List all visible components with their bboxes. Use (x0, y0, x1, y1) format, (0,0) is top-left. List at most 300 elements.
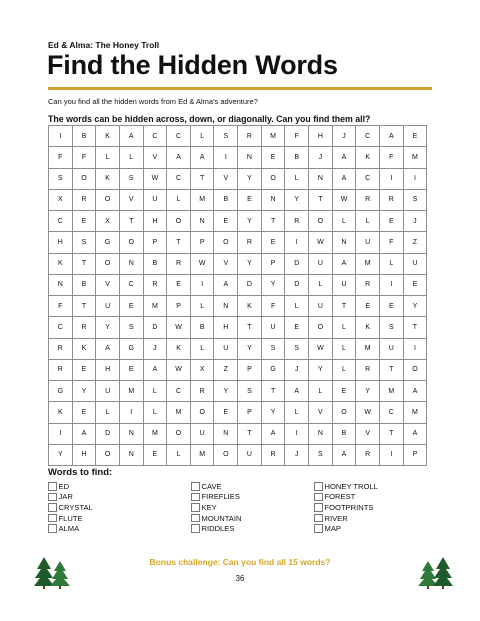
grid-cell[interactable]: L (285, 168, 309, 189)
grid-cell[interactable]: T (261, 381, 285, 402)
grid-cell[interactable]: O (119, 232, 143, 253)
checkbox-icon[interactable] (191, 503, 200, 512)
grid-cell[interactable]: S (214, 126, 238, 147)
grid-cell[interactable]: Y (96, 317, 120, 338)
grid-cell[interactable]: I (285, 423, 309, 444)
grid-cell[interactable]: A (214, 274, 238, 295)
grid-cell[interactable]: Y (261, 274, 285, 295)
grid-cell[interactable]: H (72, 444, 96, 465)
word-item[interactable] (314, 481, 378, 492)
grid-cell[interactable]: B (332, 423, 356, 444)
grid-cell[interactable]: O (214, 444, 238, 465)
grid-cell[interactable]: M (167, 402, 191, 423)
grid-cell[interactable]: N (261, 189, 285, 210)
grid-cell[interactable]: I (190, 274, 214, 295)
grid-cell[interactable]: T (403, 317, 427, 338)
grid-cell[interactable]: X (49, 189, 73, 210)
grid-cell[interactable]: T (379, 423, 403, 444)
grid-cell[interactable]: W (309, 232, 333, 253)
grid-cell[interactable]: R (285, 211, 309, 232)
grid-cell[interactable]: U (309, 253, 333, 274)
grid-cell[interactable]: W (332, 189, 356, 210)
grid-cell[interactable]: M (190, 189, 214, 210)
grid-cell[interactable]: H (309, 126, 333, 147)
grid-cell[interactable]: V (143, 147, 167, 168)
grid-cell[interactable]: P (238, 359, 262, 380)
grid-cell[interactable]: P (143, 232, 167, 253)
grid-cell[interactable]: U (379, 338, 403, 359)
grid-cell[interactable]: O (309, 211, 333, 232)
grid-cell[interactable]: T (190, 168, 214, 189)
grid-cell[interactable]: L (119, 147, 143, 168)
grid-cell[interactable]: F (49, 296, 73, 317)
grid-cell[interactable]: U (214, 338, 238, 359)
grid-cell[interactable]: R (238, 126, 262, 147)
grid-cell[interactable]: V (96, 274, 120, 295)
checkbox-icon[interactable] (48, 493, 57, 502)
grid-cell[interactable]: N (332, 232, 356, 253)
grid-cell[interactable]: O (167, 423, 191, 444)
grid-cell[interactable]: S (72, 232, 96, 253)
word-item[interactable] (314, 492, 378, 503)
grid-cell[interactable]: F (379, 232, 403, 253)
grid-cell[interactable]: L (190, 296, 214, 317)
grid-cell[interactable]: J (143, 338, 167, 359)
grid-cell[interactable]: E (167, 274, 191, 295)
grid-cell[interactable]: T (238, 317, 262, 338)
word-item[interactable] (191, 513, 241, 524)
grid-cell[interactable]: C (49, 317, 73, 338)
grid-cell[interactable]: U (261, 317, 285, 338)
word-item[interactable] (191, 492, 241, 503)
grid-cell[interactable]: O (96, 189, 120, 210)
grid-cell[interactable]: T (238, 423, 262, 444)
grid-cell[interactable]: X (190, 359, 214, 380)
grid-cell[interactable]: O (167, 211, 191, 232)
grid-cell[interactable]: E (332, 381, 356, 402)
grid-cell[interactable]: I (379, 274, 403, 295)
grid-cell[interactable]: C (167, 126, 191, 147)
grid-cell[interactable]: M (356, 338, 380, 359)
grid-cell[interactable]: A (285, 381, 309, 402)
grid-cell[interactable]: Y (238, 253, 262, 274)
grid-cell[interactable]: E (261, 232, 285, 253)
grid-cell[interactable]: L (332, 317, 356, 338)
grid-cell[interactable]: M (119, 381, 143, 402)
grid-cell[interactable]: W (143, 168, 167, 189)
grid-cell[interactable]: U (143, 189, 167, 210)
grid-cell[interactable]: W (309, 338, 333, 359)
grid-cell[interactable]: P (403, 444, 427, 465)
word-item[interactable] (314, 513, 378, 524)
grid-cell[interactable]: C (119, 274, 143, 295)
grid-cell[interactable]: N (49, 274, 73, 295)
grid-cell[interactable]: P (261, 253, 285, 274)
grid-cell[interactable]: O (332, 402, 356, 423)
grid-cell[interactable]: U (403, 253, 427, 274)
grid-cell[interactable]: N (119, 444, 143, 465)
grid-cell[interactable]: N (238, 147, 262, 168)
grid-cell[interactable]: B (72, 126, 96, 147)
grid-cell[interactable]: A (261, 423, 285, 444)
grid-cell[interactable]: R (356, 444, 380, 465)
word-item[interactable] (48, 523, 93, 534)
grid-cell[interactable]: E (403, 126, 427, 147)
grid-cell[interactable]: H (49, 232, 73, 253)
grid-cell[interactable]: M (403, 147, 427, 168)
grid-cell[interactable]: M (403, 402, 427, 423)
grid-cell[interactable]: E (238, 189, 262, 210)
grid-cell[interactable]: J (332, 126, 356, 147)
grid-cell[interactable]: H (143, 211, 167, 232)
grid-cell[interactable]: E (72, 402, 96, 423)
grid-cell[interactable]: A (167, 147, 191, 168)
grid-cell[interactable]: C (356, 126, 380, 147)
checkbox-icon[interactable] (314, 482, 323, 491)
grid-cell[interactable]: R (49, 359, 73, 380)
grid-cell[interactable]: T (261, 211, 285, 232)
grid-cell[interactable]: I (49, 423, 73, 444)
grid-cell[interactable]: F (261, 296, 285, 317)
grid-cell[interactable]: J (403, 211, 427, 232)
grid-cell[interactable]: U (190, 423, 214, 444)
grid-cell[interactable]: E (72, 211, 96, 232)
grid-cell[interactable]: Y (238, 338, 262, 359)
grid-cell[interactable]: E (143, 444, 167, 465)
checkbox-icon[interactable] (314, 514, 323, 523)
word-search-grid[interactable] (48, 125, 427, 466)
grid-cell[interactable]: T (167, 232, 191, 253)
instructions-text: The words can be hidden across, down, or diagonally. Can you find them all? (48, 114, 371, 124)
word-list-column-2 (191, 481, 241, 534)
grid-cell[interactable]: C (143, 126, 167, 147)
grid-cell[interactable]: O (403, 359, 427, 380)
word-item[interactable] (191, 481, 241, 492)
grid-cell[interactable]: C (356, 168, 380, 189)
grid-cell[interactable]: X (96, 211, 120, 232)
grid-cell[interactable]: M (190, 444, 214, 465)
grid-cell[interactable]: Y (261, 402, 285, 423)
grid-cell[interactable]: R (261, 444, 285, 465)
grid-cell[interactable]: E (379, 211, 403, 232)
grid-cell[interactable]: C (167, 168, 191, 189)
word-label: HONEY TROLL (324, 481, 378, 491)
checkbox-icon[interactable] (314, 503, 323, 512)
grid-cell[interactable]: N (309, 168, 333, 189)
grid-cell[interactable]: Z (214, 359, 238, 380)
grid-cell[interactable]: U (356, 232, 380, 253)
grid-cell[interactable]: B (214, 189, 238, 210)
checkbox-icon[interactable] (314, 524, 323, 533)
grid-cell[interactable]: G (261, 359, 285, 380)
grid-cell[interactable]: T (72, 253, 96, 274)
word-item[interactable] (48, 481, 93, 492)
grid-cell[interactable]: U (332, 274, 356, 295)
bonus-challenge: Bonus challenge: Can you find all 15 words? (149, 557, 331, 567)
grid-cell[interactable]: E (214, 402, 238, 423)
grid-cell[interactable]: Y (238, 211, 262, 232)
grid-cell[interactable]: L (190, 126, 214, 147)
grid-cell[interactable]: D (96, 423, 120, 444)
grid-cell[interactable]: S (119, 317, 143, 338)
grid-cell[interactable]: I (379, 444, 403, 465)
grid-cell[interactable]: L (167, 444, 191, 465)
grid-cell[interactable]: V (214, 253, 238, 274)
grid-cell[interactable]: N (214, 296, 238, 317)
grid-cell[interactable]: S (119, 168, 143, 189)
grid-cell[interactable]: L (96, 402, 120, 423)
grid-cell[interactable]: D (285, 253, 309, 274)
grid-cell[interactable]: S (379, 317, 403, 338)
grid-cell[interactable]: K (238, 296, 262, 317)
grid-cell[interactable]: I (379, 168, 403, 189)
grid-cell[interactable]: R (143, 274, 167, 295)
grid-cell[interactable]: S (309, 444, 333, 465)
grid-cell[interactable]: L (379, 253, 403, 274)
grid-cell[interactable]: L (332, 338, 356, 359)
grid-cell[interactable]: E (285, 317, 309, 338)
grid-cell[interactable]: N (214, 423, 238, 444)
word-item[interactable] (191, 502, 241, 513)
grid-cell[interactable]: R (379, 189, 403, 210)
checkbox-icon[interactable] (48, 482, 57, 491)
grid-cell[interactable]: Y (403, 296, 427, 317)
grid-row (49, 253, 427, 274)
grid-cell[interactable]: C (379, 402, 403, 423)
grid-cell[interactable]: J (285, 444, 309, 465)
grid-cell[interactable]: O (96, 444, 120, 465)
grid-cell[interactable]: R (356, 359, 380, 380)
grid-cell[interactable]: M (379, 381, 403, 402)
grid-cell[interactable]: Y (49, 444, 73, 465)
grid-cell[interactable]: I (403, 168, 427, 189)
word-item[interactable] (191, 523, 241, 534)
grid-cell[interactable]: S (238, 381, 262, 402)
word-label: MOUNTAIN (201, 513, 242, 523)
grid-cell[interactable]: U (309, 296, 333, 317)
grid-cell[interactable]: E (379, 296, 403, 317)
grid-cell[interactable]: P (167, 296, 191, 317)
grid-cell[interactable]: P (238, 402, 262, 423)
grid-cell[interactable]: L (332, 359, 356, 380)
grid-row (49, 211, 427, 232)
grid-cell[interactable]: N (190, 211, 214, 232)
grid-cell[interactable]: I (49, 126, 73, 147)
grid-cell[interactable]: C (167, 381, 191, 402)
grid-cell[interactable]: B (285, 147, 309, 168)
grid-cell[interactable]: O (309, 317, 333, 338)
grid-cell[interactable]: G (49, 381, 73, 402)
grid-cell[interactable]: A (403, 423, 427, 444)
grid-cell[interactable]: V (214, 168, 238, 189)
grid-cell[interactable]: M (143, 296, 167, 317)
checkbox-icon[interactable] (191, 482, 200, 491)
grid-cell[interactable]: D (285, 274, 309, 295)
grid-cell[interactable]: A (190, 147, 214, 168)
grid-cell[interactable]: A (332, 168, 356, 189)
grid-cell[interactable]: I (403, 338, 427, 359)
grid-cell[interactable]: K (356, 147, 380, 168)
grid-cell[interactable]: O (261, 168, 285, 189)
grid-cell[interactable]: N (119, 423, 143, 444)
grid-cell[interactable]: L (309, 274, 333, 295)
grid-cell[interactable]: A (332, 253, 356, 274)
grid-cell[interactable]: U (238, 444, 262, 465)
grid-row (49, 359, 427, 380)
grid-cell[interactable]: K (96, 168, 120, 189)
grid-row (49, 147, 427, 168)
grid-cell[interactable]: A (143, 359, 167, 380)
grid-cell[interactable]: A (119, 126, 143, 147)
grid-cell[interactable]: W (167, 317, 191, 338)
grid-cell[interactable]: U (96, 296, 120, 317)
grid-cell[interactable]: S (261, 338, 285, 359)
grid-cell[interactable]: Y (214, 381, 238, 402)
checkbox-icon[interactable] (48, 503, 57, 512)
grid-cell[interactable]: O (96, 253, 120, 274)
grid-cell[interactable]: Y (309, 359, 333, 380)
grid-cell[interactable]: E (72, 359, 96, 380)
grid-cell[interactable]: L (167, 189, 191, 210)
word-item[interactable] (314, 502, 378, 513)
grid-cell[interactable]: M (261, 126, 285, 147)
grid-cell[interactable]: K (96, 126, 120, 147)
grid-cell[interactable]: Y (356, 381, 380, 402)
pine-trees-icon (34, 555, 74, 591)
grid-cell[interactable]: I (214, 147, 238, 168)
word-item[interactable] (314, 523, 378, 534)
grid-cell[interactable]: L (285, 402, 309, 423)
checkbox-icon[interactable] (191, 524, 200, 533)
checkbox-icon[interactable] (48, 524, 57, 533)
grid-cell[interactable]: L (309, 381, 333, 402)
grid-cell[interactable]: K (356, 317, 380, 338)
grid-cell[interactable]: A (403, 381, 427, 402)
grid-cell[interactable]: E (119, 359, 143, 380)
grid-cell[interactable]: Z (403, 232, 427, 253)
grid-cell[interactable]: L (332, 211, 356, 232)
grid-cell[interactable]: I (119, 402, 143, 423)
checkbox-icon[interactable] (314, 493, 323, 502)
grid-cell[interactable]: D (143, 317, 167, 338)
grid-cell[interactable]: Y (285, 189, 309, 210)
grid-cell[interactable]: L (285, 296, 309, 317)
grid-cell[interactable]: G (96, 232, 120, 253)
word-item[interactable] (48, 502, 93, 513)
grid-cell[interactable]: J (285, 359, 309, 380)
checkbox-icon[interactable] (48, 514, 57, 523)
grid-cell[interactable]: P (190, 232, 214, 253)
grid-cell[interactable]: R (167, 253, 191, 274)
grid-cell[interactable]: W (167, 359, 191, 380)
grid-cell[interactable]: Y (238, 168, 262, 189)
grid-cell[interactable]: T (72, 296, 96, 317)
grid-cell[interactable]: K (49, 253, 73, 274)
word-item[interactable] (48, 513, 93, 524)
grid-cell[interactable]: A (332, 444, 356, 465)
grid-cell[interactable]: M (356, 253, 380, 274)
grid-cell[interactable]: S (49, 168, 73, 189)
grid-cell[interactable]: E (403, 274, 427, 295)
grid-cell[interactable]: H (214, 317, 238, 338)
grid-cell[interactable]: N (309, 423, 333, 444)
grid-cell[interactable]: A (379, 126, 403, 147)
grid-cell[interactable]: B (143, 253, 167, 274)
grid-cell[interactable]: L (143, 402, 167, 423)
grid-cell[interactable]: D (238, 274, 262, 295)
checkbox-icon[interactable] (191, 493, 200, 502)
grid-cell[interactable]: T (309, 189, 333, 210)
word-label: JAR (58, 492, 73, 502)
grid-cell[interactable]: R (49, 338, 73, 359)
grid-cell[interactable]: F (285, 126, 309, 147)
grid-cell[interactable]: M (143, 423, 167, 444)
grid-row (49, 444, 427, 465)
grid-cell[interactable]: T (119, 211, 143, 232)
grid-cell[interactable]: R (356, 189, 380, 210)
grid-cell[interactable]: L (96, 147, 120, 168)
grid-cell[interactable]: L (356, 211, 380, 232)
grid-cell[interactable]: G (119, 338, 143, 359)
grid-cell[interactable]: W (190, 253, 214, 274)
grid-cell[interactable]: E (261, 147, 285, 168)
grid-cell[interactable]: K (72, 338, 96, 359)
grid-cell[interactable]: V (309, 402, 333, 423)
grid-cell[interactable]: C (49, 211, 73, 232)
grid-cell[interactable]: R (238, 232, 262, 253)
grid-row (49, 189, 427, 210)
grid-cell[interactable]: O (190, 402, 214, 423)
grid-cell[interactable]: O (214, 232, 238, 253)
word-item[interactable] (48, 492, 93, 503)
grid-cell[interactable]: R (72, 189, 96, 210)
grid-cell[interactable]: F (49, 147, 73, 168)
grid-cell[interactable]: B (72, 274, 96, 295)
grid-cell[interactable]: O (72, 168, 96, 189)
grid-cell[interactable]: Y (72, 381, 96, 402)
checkbox-icon[interactable] (191, 514, 200, 523)
grid-cell[interactable]: S (285, 338, 309, 359)
grid-cell[interactable]: V (119, 189, 143, 210)
grid-cell[interactable]: I (285, 232, 309, 253)
grid-cell[interactable]: A (332, 147, 356, 168)
grid-cell[interactable]: L (190, 338, 214, 359)
grid-cell[interactable]: L (143, 381, 167, 402)
grid-cell[interactable]: V (356, 423, 380, 444)
grid-cell[interactable]: E (214, 211, 238, 232)
grid-cell[interactable]: W (356, 402, 380, 423)
grid-cell[interactable]: K (49, 402, 73, 423)
grid-cell[interactable]: U (96, 381, 120, 402)
grid-cell[interactable]: A (72, 423, 96, 444)
grid-cell[interactable]: S (403, 189, 427, 210)
grid-cell[interactable]: J (309, 147, 333, 168)
grid-cell[interactable]: F (379, 147, 403, 168)
grid-cell[interactable]: E (119, 296, 143, 317)
grid-cell[interactable]: A (96, 338, 120, 359)
grid-cell[interactable]: H (96, 359, 120, 380)
grid-cell[interactable]: B (190, 317, 214, 338)
grid-cell[interactable]: T (332, 296, 356, 317)
grid-cell[interactable]: N (119, 253, 143, 274)
grid-cell[interactable]: E (356, 296, 380, 317)
grid-cell[interactable]: R (190, 381, 214, 402)
grid-cell[interactable]: R (72, 317, 96, 338)
grid-cell[interactable]: T (379, 359, 403, 380)
grid-cell[interactable]: F (72, 147, 96, 168)
grid-cell[interactable]: K (167, 338, 191, 359)
grid-cell[interactable]: R (356, 274, 380, 295)
